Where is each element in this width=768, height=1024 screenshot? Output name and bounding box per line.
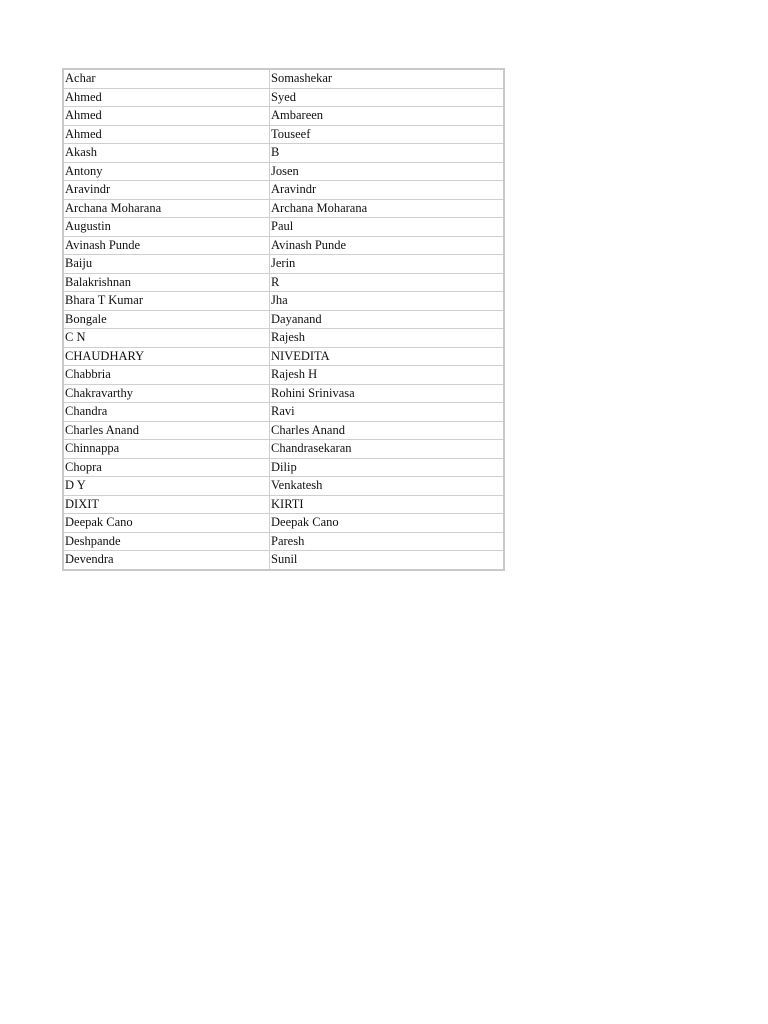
first-name-cell: R — [270, 274, 503, 293]
last-name-cell: Akash — [64, 144, 270, 163]
last-name-cell: Aravindr — [64, 181, 270, 200]
table-row — [64, 255, 503, 274]
first-name-cell: Dayanand — [270, 311, 503, 330]
last-name-cell: Chinnappa — [64, 440, 270, 459]
table-row — [64, 163, 503, 182]
table-row — [64, 237, 503, 256]
table-row — [64, 514, 503, 533]
last-name-cell: Chakravarthy — [64, 385, 270, 404]
table-row — [64, 440, 503, 459]
first-name-cell: Touseef — [270, 126, 503, 145]
names-table-body — [64, 70, 503, 569]
last-name-cell: Archana Moharana — [64, 200, 270, 219]
table-row — [64, 477, 503, 496]
table-row — [64, 403, 503, 422]
table-row — [64, 274, 503, 293]
last-name-cell: Deepak Cano — [64, 514, 270, 533]
table-row — [64, 181, 503, 200]
table-row — [64, 329, 503, 348]
table-row — [64, 533, 503, 552]
table-row — [64, 126, 503, 145]
first-name-cell: Ambareen — [270, 107, 503, 126]
table-row — [64, 385, 503, 404]
last-name-cell: Balakrishnan — [64, 274, 270, 293]
table-row — [64, 459, 503, 478]
first-name-cell: NIVEDITA — [270, 348, 503, 367]
table-row — [64, 89, 503, 108]
last-name-cell: D Y — [64, 477, 270, 496]
table-row — [64, 107, 503, 126]
last-name-cell: Baiju — [64, 255, 270, 274]
first-name-cell: Aravindr — [270, 181, 503, 200]
table-row — [64, 496, 503, 515]
table-row — [64, 70, 503, 89]
first-name-cell: Dilip — [270, 459, 503, 478]
table-row — [64, 144, 503, 163]
last-name-cell: Ahmed — [64, 107, 270, 126]
first-name-cell: Chandrasekaran — [270, 440, 503, 459]
last-name-cell: Devendra — [64, 551, 270, 569]
first-name-cell: Archana Moharana — [270, 200, 503, 219]
last-name-cell: Chopra — [64, 459, 270, 478]
last-name-cell: Chandra — [64, 403, 270, 422]
first-name-cell: Avinash Punde — [270, 237, 503, 256]
first-name-cell: Rajesh H — [270, 366, 503, 385]
last-name-cell: CHAUDHARY — [64, 348, 270, 367]
first-name-cell: Deepak Cano — [270, 514, 503, 533]
table-row — [64, 366, 503, 385]
first-name-cell: Syed — [270, 89, 503, 108]
last-name-cell: Achar — [64, 70, 270, 89]
first-name-cell: Jerin — [270, 255, 503, 274]
first-name-cell: Ravi — [270, 403, 503, 422]
table-row — [64, 551, 503, 569]
table-row — [64, 422, 503, 441]
last-name-cell: Antony — [64, 163, 270, 182]
first-name-cell: KIRTI — [270, 496, 503, 515]
table-row — [64, 218, 503, 237]
last-name-cell: Avinash Punde — [64, 237, 270, 256]
first-name-cell: Rohini Srinivasa — [270, 385, 503, 404]
table-row — [64, 348, 503, 367]
first-name-cell: Somashekar — [270, 70, 503, 89]
last-name-cell: Deshpande — [64, 533, 270, 552]
last-name-cell: Augustin — [64, 218, 270, 237]
first-name-cell: B — [270, 144, 503, 163]
table-row — [64, 200, 503, 219]
first-name-cell: Paul — [270, 218, 503, 237]
last-name-cell: Bongale — [64, 311, 270, 330]
last-name-cell: Chabbria — [64, 366, 270, 385]
first-name-cell: Rajesh — [270, 329, 503, 348]
table-row — [64, 292, 503, 311]
last-name-cell: Ahmed — [64, 126, 270, 145]
first-name-cell: Sunil — [271, 552, 298, 567]
last-name-cell: DIXIT — [64, 496, 270, 515]
last-name-cell: Ahmed — [64, 89, 270, 108]
first-name-cell: Paresh — [270, 533, 503, 552]
first-name-cell: Jha — [270, 292, 503, 311]
first-name-cell: Charles Anand — [270, 422, 503, 441]
last-name-cell: C N — [64, 329, 270, 348]
last-name-cell: Bhara T Kumar — [64, 292, 270, 311]
first-name-cell: Venkatesh — [270, 477, 503, 496]
names-table — [62, 68, 505, 571]
table-row — [64, 311, 503, 330]
last-name-cell: Charles Anand — [64, 422, 270, 441]
first-name-cell: Josen — [270, 163, 503, 182]
